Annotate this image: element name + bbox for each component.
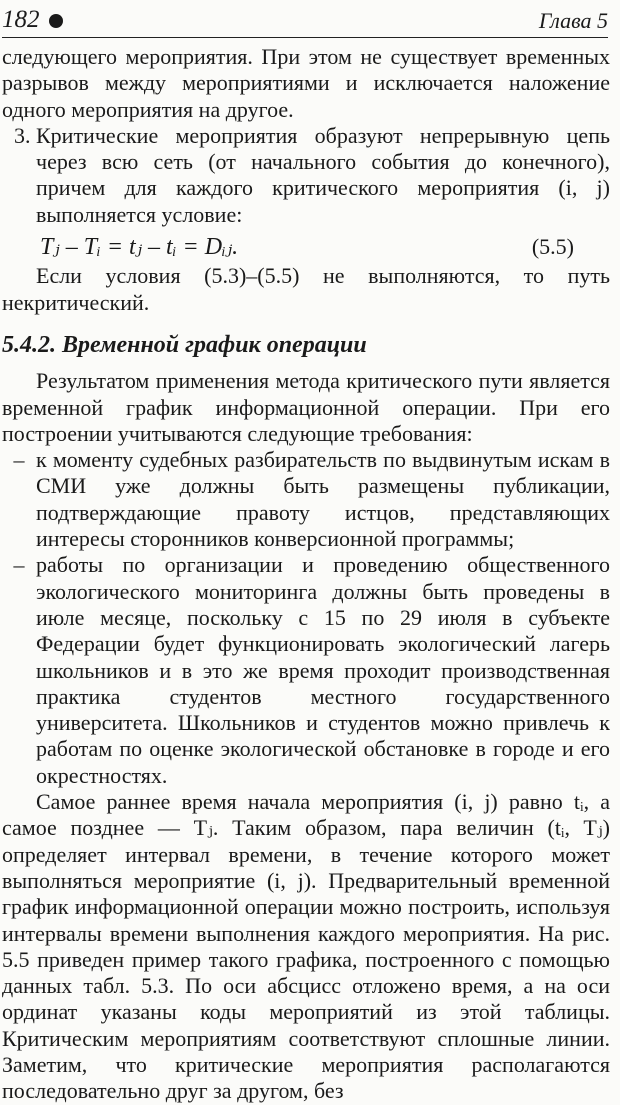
list-item-3 [2, 123, 610, 228]
section-heading: 5.4.2. Временной график операции [2, 331, 367, 358]
formula-expression: Tⱼ – Tᵢ = tⱼ – tᵢ = Dᵢⱼ. [40, 234, 239, 261]
bullet-dot-icon [49, 14, 63, 28]
bullet-item-2 [2, 552, 610, 789]
page-number-group [2, 6, 63, 34]
paragraph-final: Самое раннее время начала мероприятия (i, j) равно tᵢ, а самое позднее — Tⱼ. Таким образом, пара величин (tᵢ, Tⱼ) определяет интервал времени, в течение которого может выполняться мероприятие (i, j). Предварительный временной график информационной операции можно построить, используя интервалы времени выполнения каждого мероприятия. На рис. 5.5 приведен пример такого графика, построенного с помощью данных табл. 5.3. По оси абсцисс отложено время, а на оси ординат указаны коды мероприятий из этой таблицы. Критическим мероприятиям соответствуют сплошные линии. Заметим, что критические мероприятия располагаются последовательно друг за другом, без [2, 789, 610, 1104]
paragraph-intro: Результатом применения метода критического пути является временной график информационной операции. При его построении учитываются следующие требования: [2, 368, 610, 446]
bullet-dash: – [13, 552, 25, 578]
formula-number: (5.5) [531, 234, 574, 260]
paragraph-continued: следующего мероприятия. При этом не существует временных разрывов между мероприятиями и исключается наложение одного мероприятия на другое. [2, 44, 610, 122]
page-header [2, 0, 608, 38]
list-item-number: 3. [14, 122, 31, 148]
bullet-text: работы по организации и проведению общественного экологического мониторинга должны быть проведены в июле месяце, поскольку с 15 по 29 июля в субъекте Федерации будет функционировать экологический лагерь школьников и в это же время проходит производственная практика студентов местного государственного университета. Школьников и студентов можно привлечь к работам по оценке экологической обстановке в городе и его окрестностях. [36, 552, 610, 788]
page-body [2, 44, 610, 1105]
chapter-label: Глава 5 [538, 8, 608, 33]
paragraph-condition: Если условия (5.3)–(5.5) не выполняются, то путь некритический. [2, 263, 610, 315]
bullet-item-1 [2, 447, 610, 552]
list-item-text: Критические мероприятия образуют непрерывную цепь через всю сеть (от начального события до конечного), причем для каждого критического мероприятия (i, j) выполняется условие: [36, 122, 610, 227]
bullet-dash: – [13, 447, 25, 473]
bullet-text: к моменту судебных разбирательств по выдвинутым искам в СМИ уже должны быть размещены публикации, подтверждающие правоту истцов, представляющих интересы сторонников конверсионной программы; [36, 447, 610, 552]
page-number: 182 [2, 6, 40, 33]
formula-5-5 [2, 234, 610, 260]
